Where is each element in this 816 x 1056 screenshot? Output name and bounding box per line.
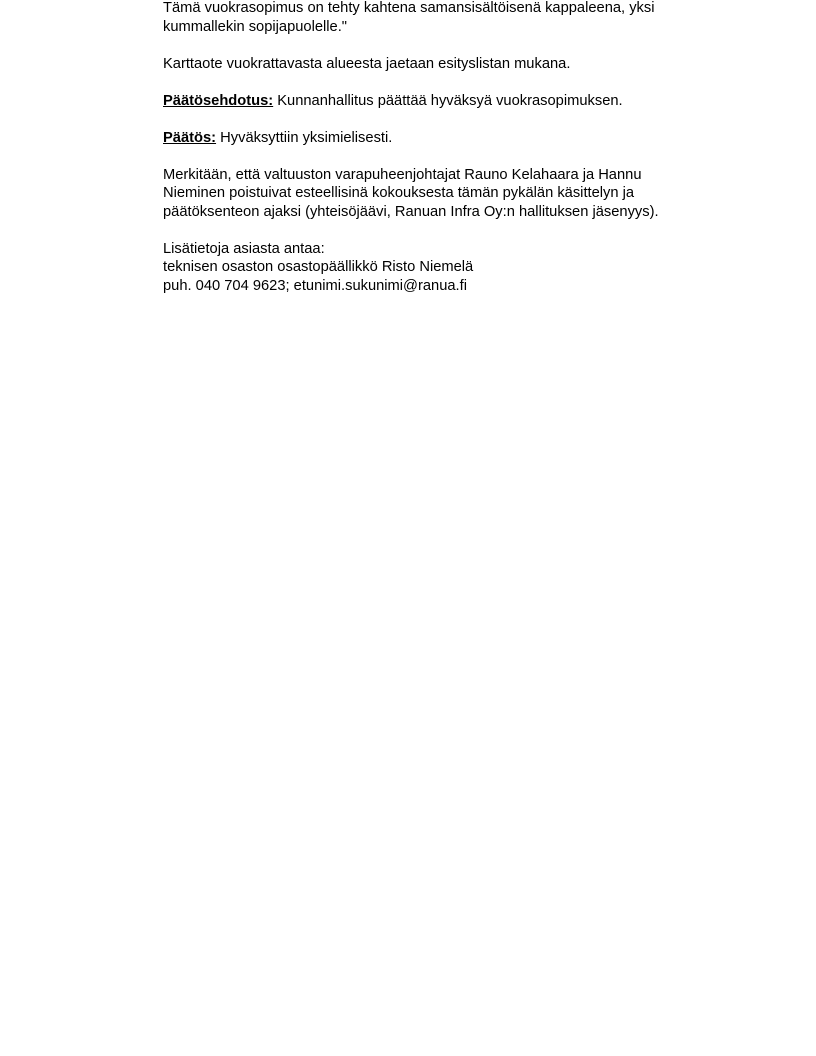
contact-intro: Lisätietoja asiasta antaa: bbox=[163, 240, 325, 257]
decision-paragraph bbox=[163, 129, 723, 148]
text-line: Tämä vuokrasopimus on tehty kahtena samansisältöisenä kappaleena, yksi bbox=[163, 0, 655, 16]
recusal-paragraph bbox=[163, 166, 723, 222]
proposal-text: Kunnanhallitus päättää hyväksyä vuokrasopimuksen. bbox=[273, 92, 623, 109]
text-line: Karttaote vuokrattavasta alueesta jaetaan esityslistan mukana. bbox=[163, 55, 571, 72]
contact-paragraph bbox=[163, 240, 723, 296]
document-page bbox=[163, 0, 723, 314]
text-line bbox=[163, 92, 723, 111]
decision-label: Päätös: bbox=[163, 129, 217, 146]
contact-phone-email: puh. 040 704 9623; etunimi.sukunimi@ranua.fi bbox=[163, 277, 467, 294]
text-line bbox=[163, 129, 723, 148]
proposal-label: Päätösehdotus: bbox=[163, 92, 274, 109]
text-line: Merkitään, että valtuuston varapuheenjohtajat Rauno Kelahaara ja Hannu bbox=[163, 166, 642, 183]
decision-text: Hyväksyttiin yksimielisesti. bbox=[216, 129, 393, 146]
quote-end-paragraph bbox=[163, 0, 723, 36]
proposal-paragraph bbox=[163, 92, 723, 111]
text-line: Nieminen poistuivat esteellisinä kokouksesta tämän pykälän käsittelyn ja bbox=[163, 185, 635, 201]
text-line: kummallekin sopijapuolelle." bbox=[163, 18, 348, 35]
map-note-paragraph bbox=[163, 55, 723, 74]
text-line: päätöksenteon ajaksi (yhteisöjäävi, Ranuan Infra Oy:n hallituksen jäsenyys). bbox=[163, 203, 659, 220]
contact-person: teknisen osaston osastopäällikkö Risto Niemelä bbox=[163, 259, 474, 275]
